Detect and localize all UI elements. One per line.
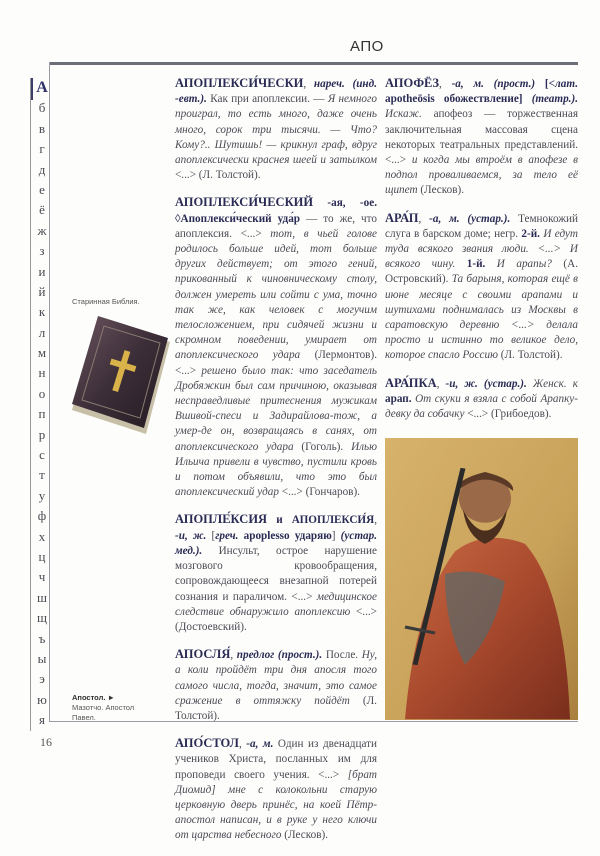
definition-text: , (238, 738, 247, 751)
apostle-caption-text: Мазотчо. Апостол Павел. (72, 703, 135, 722)
headword: АПОПЛЕКСИ́ЧЕСКИ (175, 76, 304, 90)
apostle-caption-title: Апостол. ► (72, 693, 115, 702)
alphabet-letter[interactable]: о (38, 385, 46, 401)
alphabet-letter[interactable]: е (39, 181, 45, 197)
top-rule (50, 62, 578, 65)
grammar-label: 1-й. (466, 258, 486, 271)
alphabet-letter[interactable]: т (39, 467, 45, 483)
quotation-text: Ну, а коли пройдёт три дня апосля того самого числа, тогда, значит, это самое сражение в оттяжку пойдёт (175, 649, 378, 707)
definition-text: (Лермонтов). <...> (175, 349, 377, 377)
quotation-text: Искаж. (385, 108, 422, 121)
grammar-label: предлог (прост.). (236, 649, 323, 662)
quotation-text: решено было так: что заседатель Дробяжкин был сам причиною, оказывая несправедливые притеснения мужикам Вшивой-спеси и Задирайлова-тож, а умер-де он, возвращаясь в санях, от апоплексического удара (175, 364, 377, 453)
quotation-text: От скуки я взяла с собой Арапку-девку да собачку (385, 392, 578, 421)
quotation-text: Илью Ильича привели в чувство, пустили кровь и потом объявили, что это был апоплексический удар (175, 440, 377, 499)
quotation-text: тот, в чьей голове родилось больше идей, тот больше других действует; от этого гений, прикованный к чиновническому столу, должен умереть или сойти с ума, точно так же, как человек с могучим телосложением, при сидячей жизни и скромном поведении, умирает от апоплексического удара (175, 227, 377, 362)
definition-text: апофеоз — торжественная заключительная массовая сцена некоторых театральных представлений. <...> (385, 108, 578, 167)
alphabet-letter[interactable]: ш (36, 589, 47, 605)
headword: АРА́ПКА (385, 375, 437, 390)
grammar-label: -и, ж. (устар.). (445, 377, 527, 390)
alphabet-letter[interactable]: м (37, 345, 47, 361)
grammar-label: (театр.). (531, 93, 578, 106)
alphabet-letter[interactable]: г (39, 141, 45, 157)
definition-text: <...> (Грибоедов). (464, 408, 552, 421)
quotation-text: и когда мы втроём в апофезе в подпол проваливаемся, за тело её щипет (385, 154, 578, 197)
alphabet-letter[interactable]: ц (38, 548, 46, 564)
alphabet-letter[interactable]: А (36, 79, 48, 96)
alphabet-letter[interactable]: л (38, 324, 46, 340)
column-left (175, 76, 377, 856)
definition-text: (Лесков). (281, 829, 328, 842)
bible-caption: Старинная Библия. (72, 297, 140, 306)
alphabet-letter[interactable]: ъ (38, 630, 46, 646)
alphabet-letter[interactable]: ж (37, 222, 47, 238)
alphabet-letter[interactable]: щ (36, 610, 47, 626)
definition-text: , (230, 649, 237, 662)
alphabet-index (30, 78, 49, 731)
grammar-label: -ая, -ое. (313, 197, 377, 210)
alphabet-letter[interactable]: б (38, 100, 46, 116)
left-rule (49, 62, 50, 722)
definition-text: , (436, 377, 446, 390)
grammar-label: (устар. мед.). (175, 529, 377, 557)
definition-text: (Л. Толстой). (497, 349, 563, 362)
definition-text: Один из двенадцати учеников Христа, посланных им для проповеди своего учения. <...> (175, 738, 378, 781)
alphabet-letter[interactable]: к (38, 304, 46, 320)
headword: АПОПЛЕКСИ́ЧЕСКИЙ (175, 195, 314, 210)
definition-text: (Лесков). (417, 184, 465, 197)
headword: АПОФЁЗ (385, 76, 439, 90)
dictionary-entry (175, 647, 377, 724)
alphabet-letter[interactable]: х (38, 528, 46, 544)
alphabet-letter[interactable]: з (39, 243, 45, 259)
definition-text: (А. Островский). (385, 258, 578, 286)
grammar-label: арап. (385, 392, 412, 405)
dictionary-entry (175, 195, 377, 500)
alphabet-letter[interactable]: в (38, 120, 46, 136)
alphabet-letter[interactable]: и (38, 263, 46, 279)
dictionary-entry (385, 376, 578, 423)
quotation-text: Женск. к (526, 377, 578, 390)
grammar-label: лат. (555, 78, 578, 90)
apostle-caption (72, 693, 152, 723)
grammar-label: [< (535, 78, 556, 90)
alphabet-letter[interactable]: э (39, 671, 45, 687)
definition-text: Как при апоплексии. — (206, 93, 328, 106)
definition-text: — то же, что апоплексия. <...> (175, 212, 377, 240)
dictionary-entry (175, 76, 377, 183)
dictionary-entry (175, 736, 377, 843)
running-head: АПО (350, 38, 384, 55)
dictionary-entry (385, 211, 578, 364)
alphabet-letter[interactable]: ф (37, 508, 47, 524)
quotation-text: И арапы? (485, 258, 552, 271)
headword: АПОПЛЕ́КСИЯ (175, 512, 268, 527)
alphabet-letter[interactable]: с (39, 447, 45, 463)
alphabet-letter[interactable]: ю (37, 691, 47, 707)
old-bible-image (68, 312, 173, 442)
grammar-label: -и, ж. (175, 529, 207, 542)
grammar-label: ◊Апоплекси́ческий уда́р (175, 212, 301, 225)
quotation-text: медицинское следствие обнаружило апоплексию (175, 590, 377, 618)
headword: АПОСЛЯ́ (175, 647, 231, 662)
alphabet-letter[interactable]: д (38, 161, 46, 177)
grammar-label: -а, м. (устар.). (429, 212, 511, 225)
grammar-label: греч. (215, 529, 239, 542)
definition-text: (Л. Толстой). (175, 694, 377, 722)
alphabet-letter[interactable]: р (38, 426, 46, 442)
definition-text: ] (331, 529, 341, 542)
grammar-label: apotheōsis обожествление] (385, 93, 532, 106)
alphabet-letter[interactable]: ч (38, 569, 46, 585)
grammar-label: -а, м. (246, 738, 274, 751)
dictionary-entry (385, 76, 578, 199)
alphabet-letter[interactable]: ё (39, 202, 45, 218)
grammar-label: apoplesso ударяю (238, 529, 332, 542)
page-number: 16 (40, 735, 52, 749)
alphabet-letter[interactable]: п (38, 406, 46, 422)
column-right (385, 76, 578, 434)
headword: АРА́П (385, 210, 419, 225)
definition-text: Инсульт, острое нарушение мозгового кровообращения, сопровождающееся внезапной потерей сознания и параличом. <...> (175, 544, 377, 603)
definition-text: [ (206, 529, 216, 542)
definition-text: <...> (Достоевский). (175, 605, 377, 633)
definition-text: , (418, 212, 430, 225)
grammar-label: 2-й. (521, 227, 540, 240)
quotation-text: [брат Диомид] мне с колокольни старую церковную дверь принёс, на коей Пётр-апостол написан, и в руке у него ключи от царства небесного (175, 768, 377, 842)
definition-text: <...> (Гончаров). (278, 486, 360, 499)
grammar-label: нареч. (инд. -евт.). (175, 78, 377, 106)
definition-text: , (439, 78, 452, 90)
quotation-text: И едут туда всякого звания люди. <...> И всякого чину. (385, 227, 578, 271)
definition-text: , (374, 514, 377, 527)
dictionary-entry (175, 512, 377, 635)
alphabet-letter[interactable]: н (38, 365, 46, 381)
definition-text (267, 514, 276, 526)
alphabet-letter[interactable]: у (38, 487, 46, 503)
alphabet-letter[interactable]: й (38, 283, 46, 299)
headword: АПО́СТОЛ (175, 736, 239, 751)
definition-text: Темнокожий слуга в барском доме; негр. (385, 212, 578, 240)
definition-text: , (303, 78, 314, 90)
grammar-label: -а, м. (прост.) (451, 78, 536, 90)
definition-text: (Гоголь). (293, 440, 352, 453)
quotation-text: Та барыня, которая ещё в июне месяце с своими арапами и шутихами поднималась из Москвы в саратовскую деревню <...> делала просто и истинно то великое дело, которое спасло Россию (385, 273, 579, 362)
definition-text: <...> (Л. Толстой). (175, 169, 261, 182)
grammar-label: и АПОПЛЕКСИ́Я (276, 514, 375, 527)
quotation-text: Я немного проиграл, то есть много, даже очень много, сорок три тысячи. — Что? Кому?.. Шутишь! — крикнул граф, вдруг апоплексически краснея шеей и затылком (175, 93, 377, 167)
apostle-paul-painting (385, 438, 578, 720)
alphabet-letter[interactable]: ы (37, 650, 47, 666)
alphabet-letter[interactable]: я (39, 712, 45, 728)
definition-text: После. (322, 649, 362, 662)
